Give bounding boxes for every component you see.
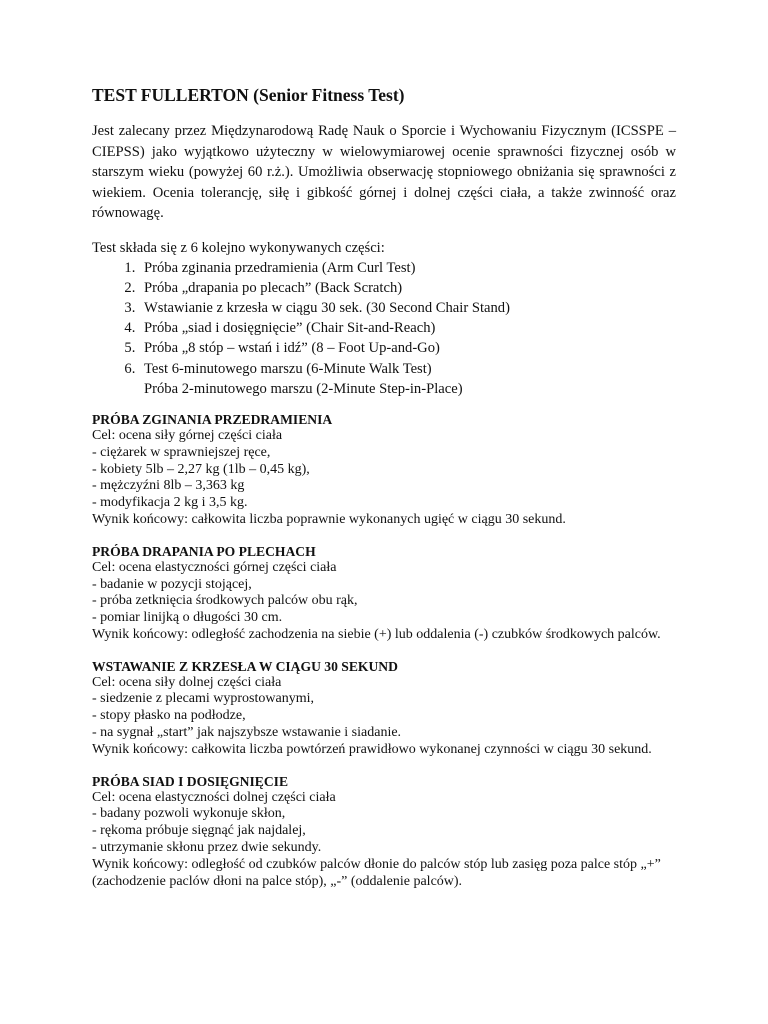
- section-sit-and-reach: [92, 773, 676, 891]
- section-line: Cel: ocena elastyczności górnej części ciała: [92, 559, 337, 575]
- test-item-1: 1. Próba zginania przedramienia (Arm Curl Test): [139, 258, 676, 278]
- section-line: Wynik końcowy: całkowita liczba poprawnie wykonanych ugięć w ciągu 30 sekund.: [92, 511, 566, 527]
- section-line: - modyfikacja 2 kg i 3,5 kg.: [92, 495, 248, 511]
- section-line: - utrzymanie skłonu przez dwie sekundy.: [92, 840, 322, 856]
- section-arm-curl: [92, 411, 676, 529]
- section-back-scratch: [92, 543, 676, 644]
- test-item-3: 3. Wstawianie z krzesła w ciągu 30 sek. (30 Second Chair Stand): [139, 298, 676, 318]
- test-item-5: 5. Próba „8 stóp – wstań i idź” (8 – Foot Up-and-Go): [139, 338, 676, 358]
- test-item-6: 6. Test 6-minutowego marszu (6-Minute Walk Test): [139, 359, 676, 379]
- intro-paragraph: Jest zalecany przez Międzynarodową Radę Nauk o Sporcie i Wychowaniu Fizycznym (ICSSPE – CIEPSS) jako wyjątkowo użyteczny w wielowymiarowej ocenie sprawności fizycznej osób w starszym wieku (powyżej 60 r.ż.). Umożliwia obserwację stopniowego obniżania się sprawności z wiekiem. Ocenia tolerancję, siłę i gibkość górnej i dolnej części ciała, a także zwinność oraz równowagę.: [92, 123, 676, 221]
- section-line: Cel: ocena siły górnej części ciała: [92, 427, 283, 443]
- section-chair-stand: [92, 658, 676, 759]
- section-line: Wynik końcowy: odległość zachodzenia na siebie (+) lub oddalenia (-) czubków środkowych palców.: [92, 626, 661, 642]
- section-line: Cel: ocena siły dolnej części ciała: [92, 674, 282, 690]
- document-title: TEST FULLERTON (Senior Fitness Test): [92, 85, 405, 105]
- section-heading: WSTAWANIE Z KRZESŁA W CIĄGU 30 SEKUND: [92, 658, 398, 674]
- section-line: - siedzenie z plecami wyprostowanymi,: [92, 691, 314, 707]
- section-line: - rękoma próbuje sięgnąć jak najdalej,: [92, 823, 306, 839]
- section-line: - stopy płasko na podłodze,: [92, 708, 246, 724]
- test-item-6-alternative: Próba 2-minutowego marszu (2-Minute Step-in-Place): [144, 380, 463, 397]
- section-line: - próba zetknięcia środkowych palców obu rąk,: [92, 593, 358, 609]
- section-heading: PRÓBA SIAD I DOSIĘGNIĘCIE: [92, 773, 289, 789]
- section-line: Cel: ocena elastyczności dolnej części ciała: [92, 789, 336, 805]
- section-line: - ciężarek w sprawniejszej ręce,: [92, 444, 271, 460]
- section-line: Wynik końcowy: całkowita liczba powtórzeń prawidłowo wykonanej czynności w ciągu 30 sekund.: [92, 741, 652, 757]
- tests-list: [92, 258, 676, 379]
- section-line: - mężczyźni 8lb – 3,363 kg: [92, 478, 245, 494]
- section-line: - badany pozwoli wykonuje skłon,: [92, 806, 286, 822]
- section-line: - kobiety 5lb – 2,27 kg (1lb – 0,45 kg),: [92, 461, 310, 477]
- test-item-2: 2. Próba „drapania po plecach” (Back Scratch): [139, 278, 676, 298]
- tests-list-intro: Test składa się z 6 kolejno wykonywanych części:: [92, 239, 385, 256]
- section-line: - pomiar linijką o długości 30 cm.: [92, 610, 283, 626]
- section-heading: PRÓBA ZGINANIA PRZEDRAMIENIA: [92, 411, 333, 427]
- section-line: - na sygnał „start” jak najszybsze wstawanie i siadanie.: [92, 725, 402, 741]
- test-item-4: 4. Próba „siad i dosięgnięcie” (Chair Sit-and-Reach): [139, 318, 676, 338]
- section-line: - badanie w pozycji stojącej,: [92, 576, 252, 592]
- section-line: Wynik końcowy: odległość od czubków palców dłonie do palców stóp lub zasięg poza palce stóp „+” (zachodzenie paclów dłoni na palce stóp), „-” (oddalenie palców).: [92, 856, 661, 889]
- section-heading: PRÓBA DRAPANIA PO PLECHACH: [92, 543, 316, 559]
